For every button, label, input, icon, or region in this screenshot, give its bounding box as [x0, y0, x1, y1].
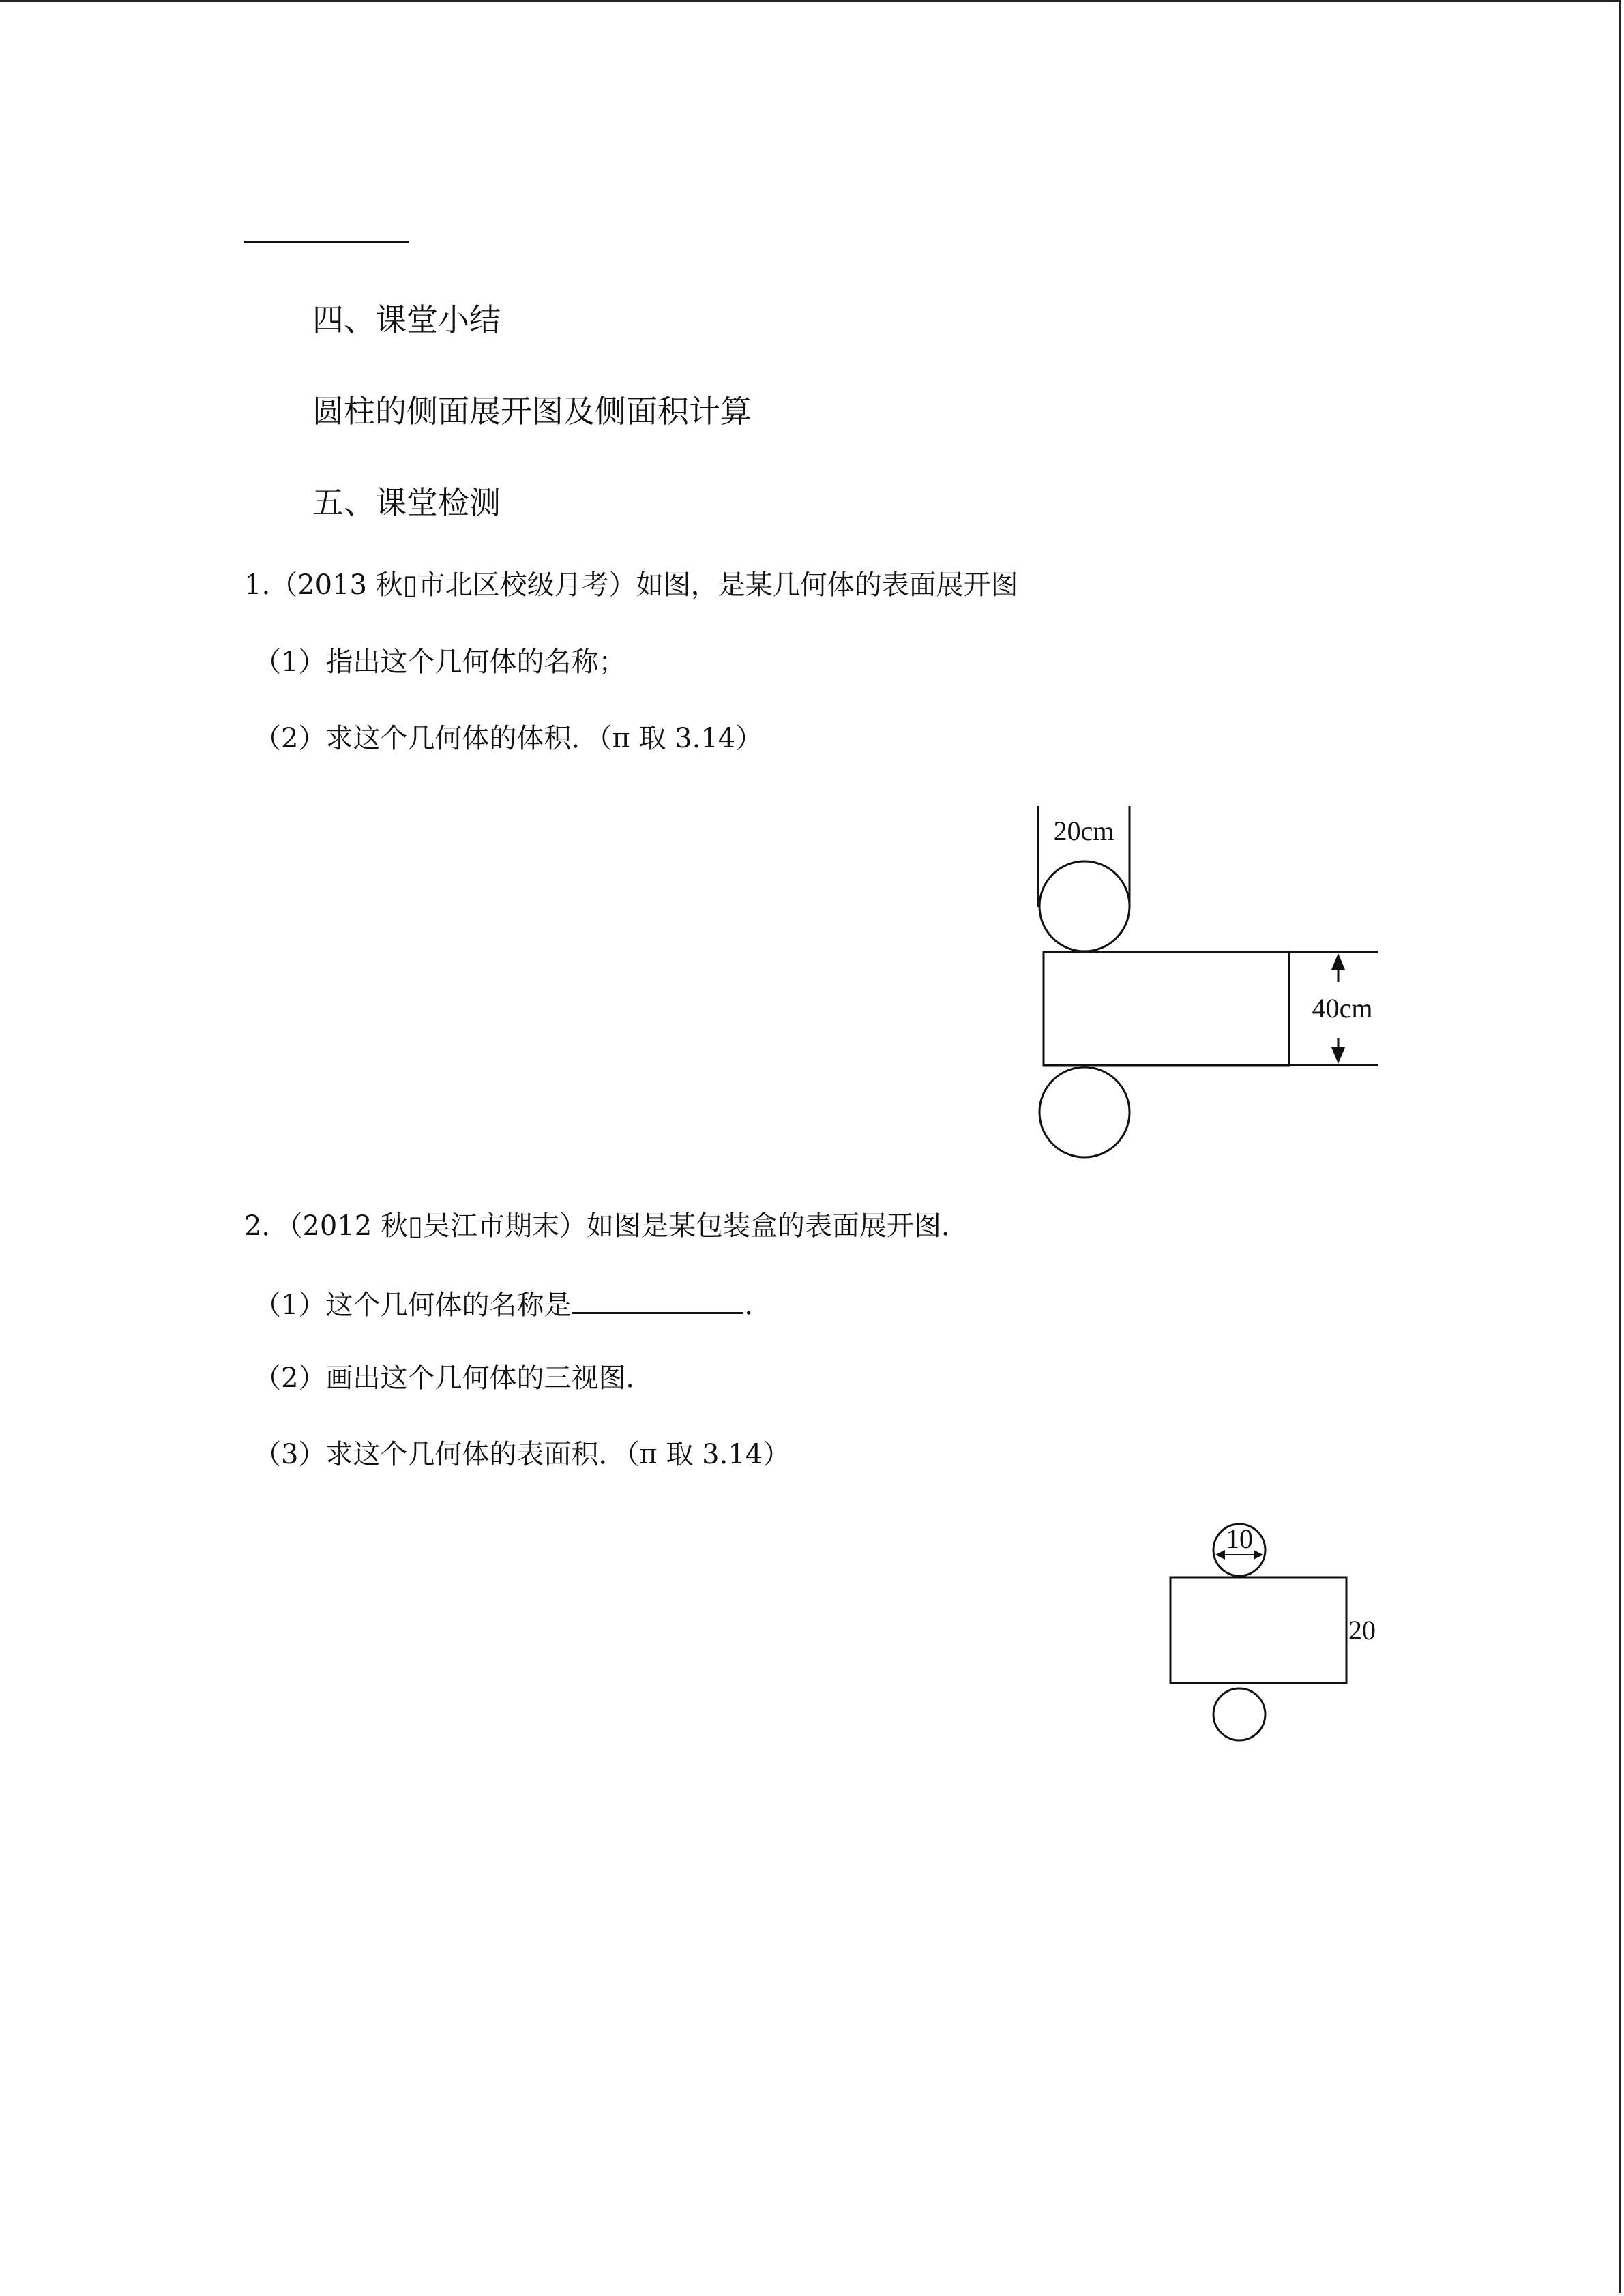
figure1-top-circle — [1039, 861, 1130, 951]
summary-heading: 四、课堂小结 — [312, 301, 501, 338]
answer-blank-rule — [244, 241, 409, 243]
question1-part1: （1）指出这个几何体的名称； — [254, 646, 626, 678]
figure2-bottom-circle — [1213, 1688, 1265, 1740]
figure1-height-label: 40cm — [1312, 993, 1373, 1024]
question2-part1 — [254, 1289, 771, 1319]
question2-part3: （3）求这个几何体的表面积．（π 取 3.14） — [254, 1439, 791, 1470]
question1-stem: 1.（2013 秋▯市北区校级月考）如图，是某几何体的表面展开图 — [244, 569, 1018, 601]
question2-part1-period: ． — [744, 1289, 772, 1321]
figure1-down-arrow-icon — [1331, 1047, 1345, 1064]
test-heading: 五、课堂检测 — [312, 484, 501, 521]
figure2-height-label: 20 — [1348, 1615, 1376, 1645]
question1-figure — [1023, 798, 1391, 1166]
figure2-left-arrow-icon — [1215, 1550, 1225, 1560]
summary-content: 圆柱的侧面展开图及侧面积计算 — [312, 393, 752, 430]
figure2-side-rectangle — [1170, 1577, 1346, 1683]
figure1-diameter-label: 20cm — [1053, 816, 1114, 846]
question2-part2: （2）画出这个几何体的三视图． — [254, 1362, 653, 1394]
question1-part2: （2）求这个几何体的体积．（π 取 3.14） — [254, 723, 763, 754]
question2-part1-text: （1）这个几何体的名称是 — [254, 1289, 572, 1321]
figure2-diameter-label: 10 — [1226, 1523, 1253, 1554]
figure1-side-rectangle — [1044, 952, 1289, 1065]
answer-blank[interactable] — [572, 1289, 743, 1314]
question2-stem: 2．（2012 秋▯吴江市期末）如图是某包装盒的表面展开图． — [244, 1210, 969, 1242]
question2-figure — [1160, 1514, 1391, 1746]
figure2-right-arrow-icon — [1254, 1550, 1263, 1560]
figure1-up-arrow-icon — [1331, 953, 1345, 970]
figure1-bottom-circle — [1039, 1067, 1130, 1157]
